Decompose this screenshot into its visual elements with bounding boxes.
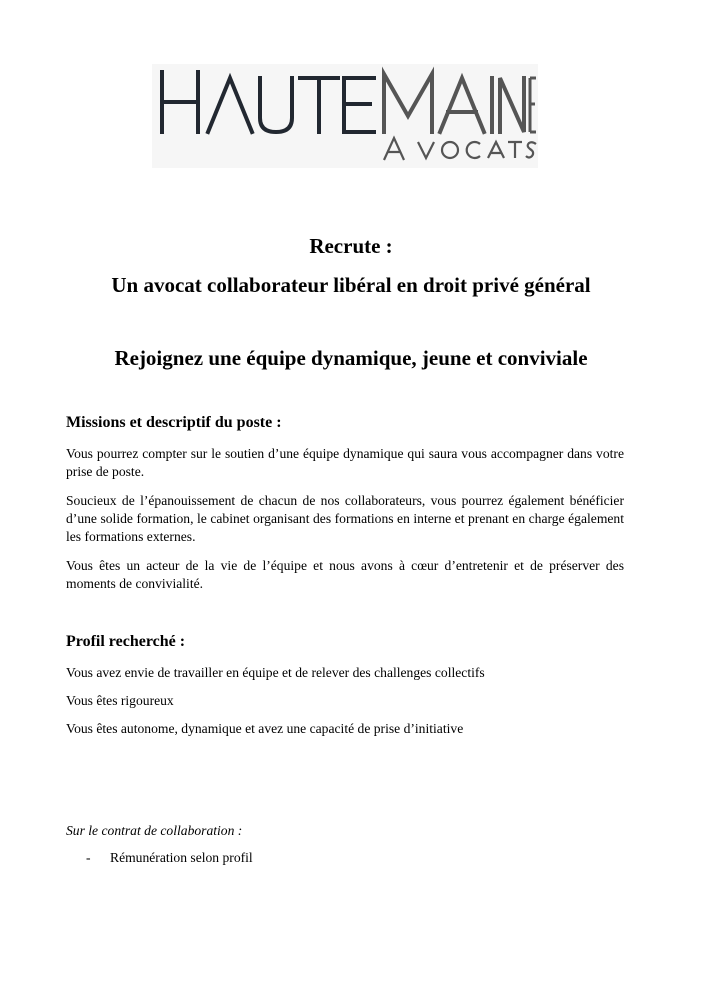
missions-paragraph-3: Vous êtes un acteur de la vie de l’équipe et nous avons à cœur d’entretenir et de préserver des moments de convivialité.	[66, 558, 624, 591]
profil-item-1: Vous avez envie de travailler en équipe et de relever des challenges collectifs	[66, 665, 485, 680]
missions-paragraph-2: Soucieux de l’épanouissement de chacun de nos collaborateurs, vous pourrez également bénéficier d’une solide formation, le cabinet organisant des formations en interne et prenant en charge également les formations externes.	[66, 493, 624, 544]
profil-item-3: Vous êtes autonome, dynamique et avez une capacité de prise d’initiative	[66, 721, 464, 736]
missions-section-title: Missions et descriptif du poste :	[66, 414, 282, 431]
contrat-bullet-1: Rémunération selon profil	[110, 850, 253, 865]
hautemaine-avocats-logo	[152, 64, 538, 168]
tagline: Rejoignez une équipe dynamique, jeune et conviviale	[114, 346, 588, 370]
bullet-dash: -	[86, 850, 91, 865]
missions-paragraph-1: Vous pourrez compter sur le soutien d’une équipe dynamique qui saura vous accompagner dans votre prise de poste.	[66, 446, 624, 479]
recrute-heading: Recrute :	[309, 234, 393, 258]
contrat-title: Sur le contrat de collaboration :	[66, 823, 243, 838]
profil-item-2: Vous êtes rigoureux	[66, 693, 174, 708]
job-title: Un avocat collaborateur libéral en droit privé général	[111, 273, 591, 297]
profil-section-title: Profil recherché :	[66, 633, 186, 650]
